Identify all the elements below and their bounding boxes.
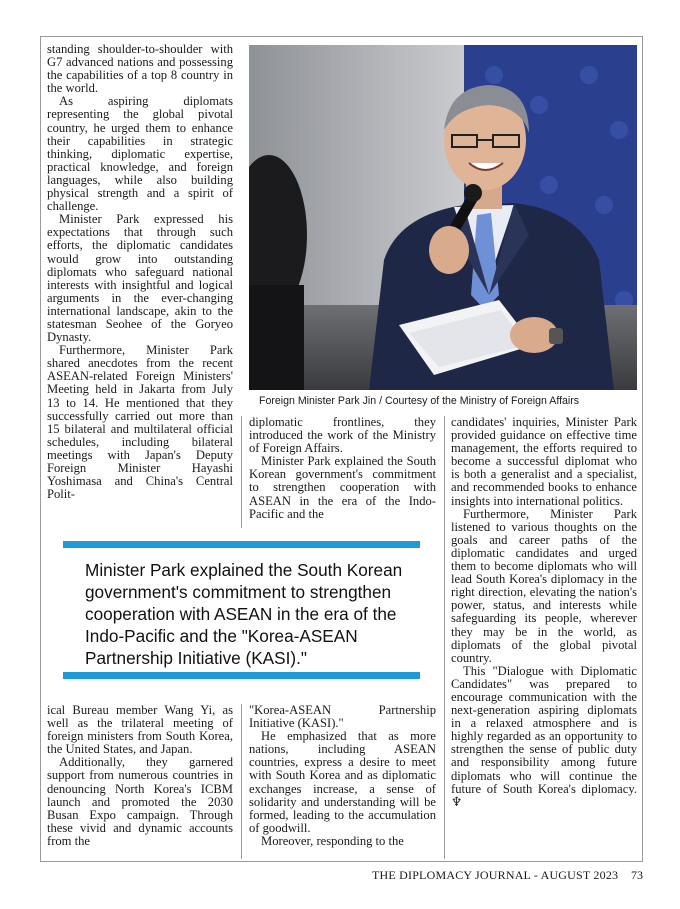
minister-photo-illustration [249,45,637,390]
column-divider [241,704,242,859]
paragraph: He emphasized that as more nations, including ASEAN countries, express a desire to meet with South Korea and as diplomatic exchanges increase, a sense of solidarity and understanding will be formed, leading to the accumulation of goodwill. [249,729,436,835]
publication-footer: THE DIPLOMACY JOURNAL - AUGUST 2023 [372,868,619,882]
article-column-1-bottom [47,704,233,859]
paragraph: Additionally, they garnered support from numerous countries in denouncing North Korea's ICBM launch and promoted the 2030 Busan Expo campaign. Through these vivid and dynamic accounts from the [47,755,233,848]
photo-caption: Foreign Minister Park Jin / Courtesy of the Ministry of Foreign Affairs [259,395,580,407]
paragraph: Furthermore, Minister Park listened to various thoughts on the goals and career paths of the diplomatic candidates and urged them to become diplomats who will lead South Korea's diplomacy in the right direction, elevating the nation's power, status, and interests while safeguarding its people, wherever they may be in the world, as diplomats of the global pivotal country. [451,506,637,665]
article-column-1-top [47,43,233,521]
paragraph: As aspiring diplomats representing the global pivotal country, he urged them to enhance their capabilities in strategic thinking, diplomatic expertise, practical knowledge, and foreign languages, while also building physical strength and a spirit of challenge. [47,94,233,214]
pull-quote-bottom-bar [63,672,420,679]
paragraph: ical Bureau member Wang Yi, as well as the trilateral meeting of foreign ministers from South Korea, the United States, and Japan. [47,704,233,757]
article-photo [249,45,637,390]
article-column-2-top [249,416,436,526]
paragraph: "Korea-ASEAN Partnership Initiative (KASI)." [249,704,436,731]
pull-quote: Minister Park explained the South Korean government's commitment to strengthen cooperation with ASEAN in the era of the Indo-Pacific and the "Korea-ASEAN Partnership Initiative (KASI)." [85,560,403,668]
paragraph: diplomatic frontlines, they introduced the work of the Ministry of Foreign Affairs. [249,416,436,456]
column-divider [241,416,242,528]
column-divider [444,416,445,859]
page-number: 73 [631,868,643,882]
paragraph: Minister Park explained the South Korean government's commitment to strengthen cooperation with ASEAN in the era of the Indo-Pacific and the [249,454,436,521]
pull-quote-top-bar [63,541,420,548]
paragraph: Minister Park expressed his expectations that through such efforts, the diplomatic candidates would grow into outstanding diplomats who safeguard national interests with insightful and logical arguments in the ever-changing international landscape, akin to the statesman Seohee of the Goryeo Dynasty. [47,212,233,345]
article-column-3 [451,416,637,859]
article-column-2-bottom [249,704,436,859]
paragraph: This "Dialogue with Diplomatic Candidates" was prepared to encourage communication with the next-generation aspiring diplomats in a relaxed atmosphere and is highly regarded as an opportunity to strengthen the sense of public duty and responsibility among future diplomats who will continue the future of South Korea's diplomacy. ♆ [451,663,637,809]
paragraph: Moreover, responding to the [261,833,404,848]
paragraph: standing shoulder-to-shoulder with G7 advanced nations and possessing the capabilities of a top 8 country in the world. [47,43,233,96]
paragraph: Furthermore, Minister Park shared anecdotes from the recent ASEAN-related Foreign Ministers' Meeting held in Jakarta from July 13 to 14. He mentioned that they successfully carried out more than 15 bilateral and multilateral official schedules, including bilateral meetings with Japan's Deputy Foreign Minister Hayashi Yoshimasa and China's Central Polit- [47,343,233,502]
paragraph: candidates' inquiries, Minister Park provided guidance on effective time management, the efforts required to become a successful diplomat who is both a generalist and a specialist, and recommended books to enhance insights into international politics. [451,416,637,508]
